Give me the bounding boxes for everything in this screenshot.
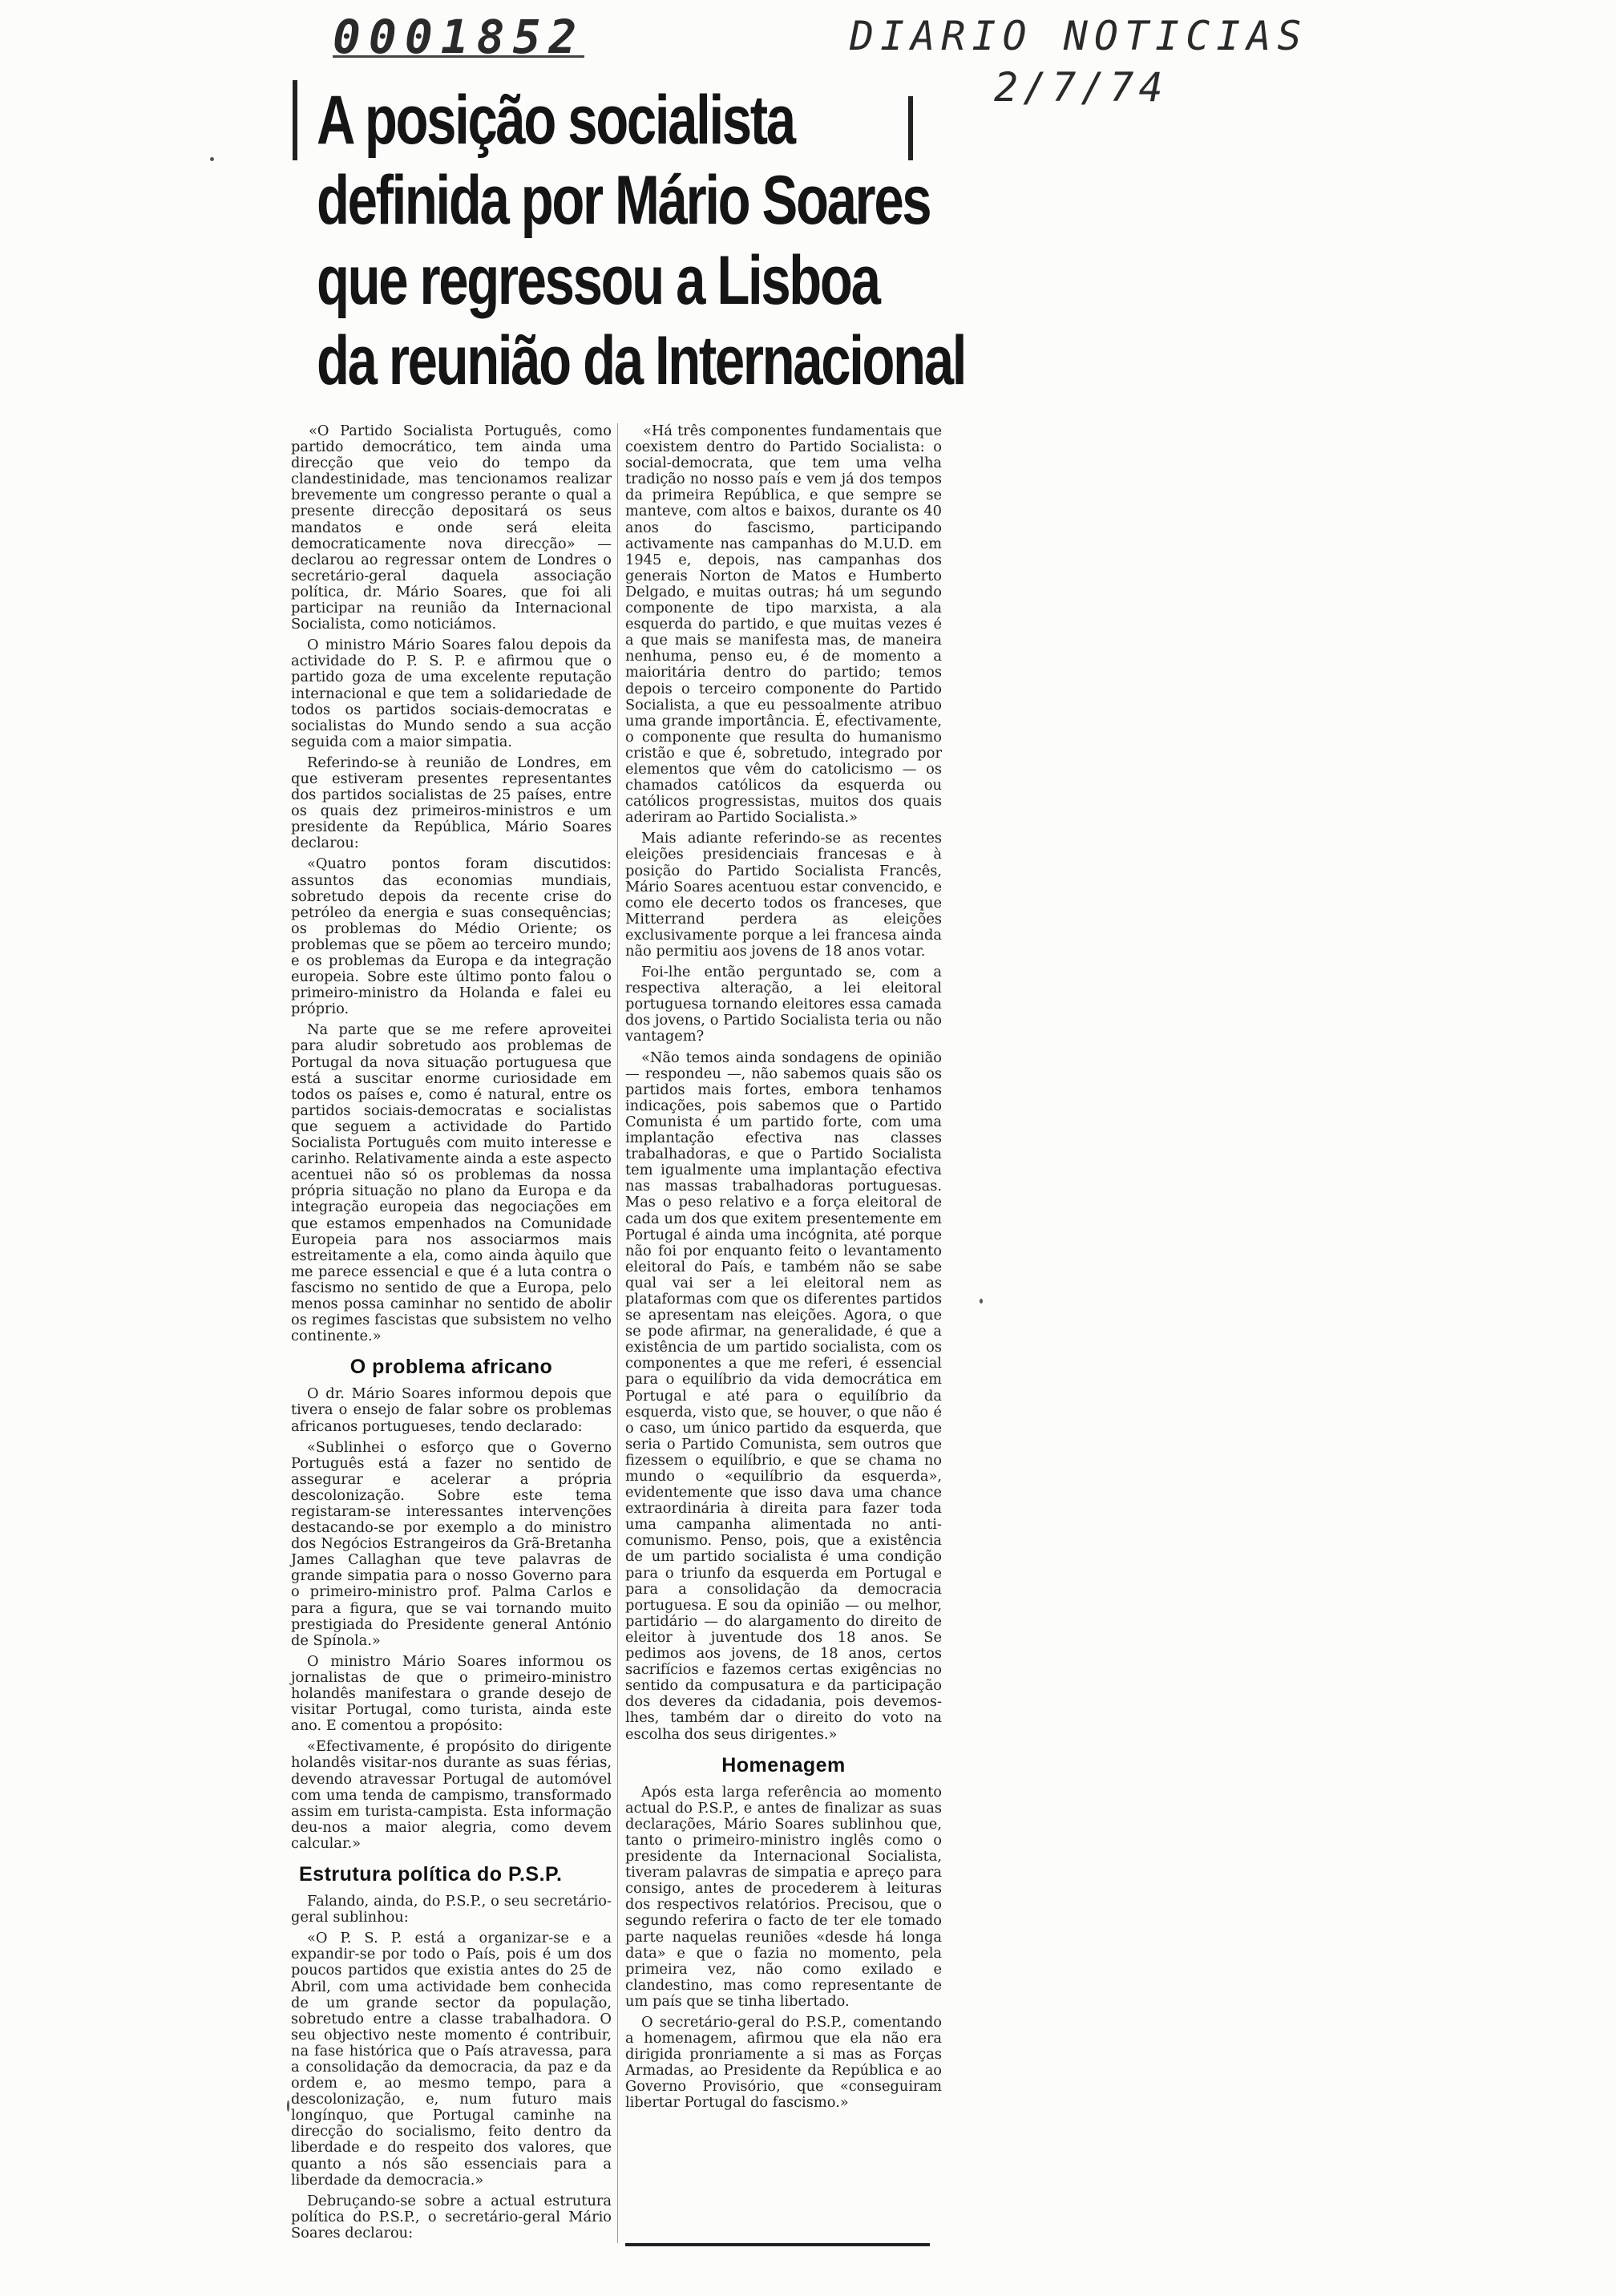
article-headline	[317, 80, 966, 401]
paragraph: Na parte que se me refere aproveitei para aludir sobretudo aos problemas de Portugal da nova situação portuguesa que está a suscitar enorme curiosidade em todos os países e, como é natural, entre os partidos sociais-democratas e socialistas que seguem a actividade do Partido Socialista Português com muito interesse e carinho. Relativamente ainda a este aspecto acentuei não só os problemas da nossa própria situação no plano da Europa e da integração europeia das negociações em que estamos empenhados na Comunidade Europeia para nos associarmos mais estreitamente a ela, como ainda àquilo que me parece essencial e que é a luta contra o fascismo no sentido de que a Europa, pelo menos possa caminhar no sentido de abolir os regimes fascistas que subsistem no velho continente.»	[291, 1021, 612, 1345]
column-divider	[617, 423, 618, 2243]
paragraph: O ministro Mário Soares falou depois da actividade do P. S. P. e afirmou que o partido goza de uma excelente reputação internacional e que tem a solidariedade de todos os partidos sociais-democratas e socialistas do Mundo sendo a sua acção seguida com a maior simpatia.	[291, 637, 612, 750]
paragraph: «Quatro pontos foram discutidos: assuntos das economias mundiais, sobretudo depois da recente crise do petróleo da energia e suas consequências; os problemas do Médio Oriente; os problemas que se põem ao terceiro mundo; e os problemas da Europa e da integração europeia. Sobre este último ponto falou o primeiro-ministro da Holanda e falei eu próprio.	[291, 855, 612, 1018]
paragraph: «O P. S. P. está a organizar-se e a expandir-se por todo o País, pois é um dos poucos partidos que existia antes do 25 de Abril, com uma actividade bem conhecida de um grande sector da população, sobretudo entre a classe trabalhadora. O seu objectivo neste momento é contribuir, na fase histórica que o País atravessa, para a consolidação da democracia, da paz e da ordem e, ao mesmo tempo, para a descolonização, e, num futuro mais longínquo, que Portugal caminhe na direcção do socialismo, feito dentro da liberdade e do respeito dos valores, que quanto a nós são essenciais para a liberdade da democracia.»	[291, 1930, 612, 2189]
archive-number-annotation: 0001852	[333, 10, 585, 64]
paragraph: «Sublinhei o esforço que o Governo Português está a fazer no sentido de assegurar e acelerar a própria descolonização. Sobre este tema registaram-se interessantes intervenções destacando-se por exemplo a do ministro dos Negócios Estrangeiros da Grã-Bretanha James Callaghan que teve palavras de grande simpatia para o nosso Governo para o primeiro-ministro prof. Palma Carlos e para a figura, que se vai tornando muito prestigiada do Presidente general António de Spínola.»	[291, 1438, 612, 1649]
paragraph: «Efectivamente, é propósito do dirigente holandês visitar-nos durante as suas férias, devendo atravessar Portugal de automóvel com uma tenda de campismo, transformado assim em turista-campista. Esta informação deu-nos a maior alegria, como devem calcular.»	[291, 1738, 612, 1852]
subhead-party-structure: Estrutura política do P.S.P.	[299, 1862, 563, 1886]
article-end-rule	[625, 2243, 930, 2246]
paragraph: Após esta larga referência ao momento actual do P.S.P., e antes de finalizar as suas declarações, Mário Soares sublinhou que, tanto o primeiro-ministro inglês como o presidente da Internacional Socialista, tiveram palavras de simpatia e apreço para consigo, antes de procederem à leituras dos respectivos relatórios. Precisou, que o segundo referira o facto de ter ele tomado parte naquelas reuniões «desde há longa data» e que o fazia no momento, pela primeira vez, não como exilado e clandestino, mas como representante de um país que se tinha libertado.	[625, 1783, 942, 2010]
paragraph: Debruçando-se sobre a actual estrutura política do P.S.P., o secretário-geral Mário Soares declarou:	[291, 2192, 612, 2241]
paragraph: O ministro Mário Soares informou os jornalistas de que o primeiro-ministro holandês manifestara o grande desejo de visitar Portugal, como turista, ainda este ano. E comentou a propósito:	[291, 1652, 612, 1735]
paragraph: Falando, ainda, do P.S.P., o seu secretário-geral sublinhou:	[291, 1893, 612, 1926]
paragraph: «O Partido Socialista Português, como partido democrático, tem ainda uma direcção que veio do tempo da clandestinidade, mas tencionamos realizar brevemente um congresso perante o qual a presente direcção depositará os seus mandatos e onde será eleita democraticamente nova direcção» — declarou ao regressar ontem de Londres o secretário-geral daquela associação política, dr. Mário Soares, que foi ali participar na reunião da Internacional Socialista, como noticiámos.	[291, 422, 612, 633]
left-column	[291, 423, 612, 2246]
paragraph: «Há três componentes fundamentais que coexistem dentro do Partido Socialista: o social-democrata, que tem uma velha tradição no nosso país e vem já dos tempos da primeira República, e que sempre se manteve, com altos e baixos, durante os 40 anos do fascismo, participando activamente nas campanhas do M.U.D. em 1945 e, depois, nas campanhas dos generais Norton de Matos e Humberto Delgado, e muitas outras; há um segundo componente de tipo marxista, a ala esquerda do partido, e que muitas vezes é a que mais se manifesta mas, de maneira nenhuma, penso eu, é de momento a maioritária dentro do partido; temos depois o terceiro componente do Partido Socialista, a que eu pessoalmente atribuo uma grande importância. É, efectivamente, o componente que resulta do humanismo cristão e que é, sobretudo, integrado por elementos que vêm do catolicismo — os chamados católicos da esquerda ou católicos progressistas, muitos dos quais aderiram ao Partido Socialista.»	[625, 422, 942, 827]
paragraph: O dr. Mário Soares informou depois que tivera o ensejo de falar sobre os problemas africanos portugueses, tendo declarado:	[291, 1385, 612, 1435]
paragraph: «Não temos ainda sondagens de opinião — respondeu —, não sabemos quais são os partidos mais fortes, embora tenhamos indicações, pois sabemos que o Partido Comunista é um partido forte, com uma implantação efectiva nas classes trabalhadoras, e que o Partido Socialista tem igualmente uma implantação efectiva nas massas trabalhadoras portuguesas. Mas o peso relativo e a força eleitoral de cada um dos que exitem presentemente em Portugal é ainda uma incógnita, até porque não foi por enquanto feito o levantamento eleitoral do País, e também não se sabe qual vai ser a lei eleitoral nem as plataformas com que os diferentes partidos se apresentam nas eleições. Agora, o que se pode afirmar, na generalidade, é que a existência de um partido socialista, com os componentes a que me referi, é essencial para o equilíbrio da vida democrática em Portugal e até para o equilíbrio da esquerda, visto que, se houver, o que não é o caso, um único partido da esquerda, que seria o Partido Comunista, sem outros que fizessem o equilíbrio, e que se chama no mundo o «equilíbrio da esquerda», evidentemente que isso dava uma chance extraordinária à direita para fazer toda uma campanha alimentada no anti-comunismo. Penso, pois, que a existência de um partido socialista é uma condição para o triunfo da esquerda em Portugal e para a consolidação da democracia portuguesa. E sou da opinião — ou melhor, partidário — do alargamento do direito de eleitor à juventude dos 18 anos. Se pedimos aos jovens, de 18 anos, certos sacrifícios e fazemos certas exigências no sentido da compusatura e da participação dos deveres da cidadania, pois devemos-lhes, também dar o direito do voto na escolha dos seus dirigentes.»	[625, 1049, 942, 1743]
subhead-african-problem: O problema africano	[349, 1356, 553, 1379]
right-column	[625, 423, 942, 2116]
scan-speck	[210, 157, 214, 161]
headline-line: da reunião da Internacional	[317, 322, 966, 399]
date-annotation: 2/7/74	[994, 64, 1168, 111]
scan-speck	[980, 1299, 983, 1304]
headline-line: A posição socialista	[317, 82, 794, 159]
headline-line: que regressou a Lisboa	[317, 242, 879, 319]
scan-speck	[287, 2100, 289, 2112]
newspaper-name-annotation: DIARIO NOTICIAS	[850, 13, 1308, 59]
paragraph: Referindo-se à reunião de Londres, em que estiveram presentes representantes dos partidos socialistas de 25 países, entre os quais dez primeiros-ministros e um presidente da República, Mário Soares declarou:	[291, 754, 612, 852]
paragraph: Mais adiante referindo-se as recentes eleições presidenciais francesas e à posição do Partido Socialista Francês, Mário Soares acentuou estar convencido, e como ele decerto todos os franceses, que Mitterrand perdera as eleições exclusivamente porque a lei francesa ainda não permitiu aos jovens de 18 anos votar.	[625, 830, 942, 960]
paragraph: O secretário-geral do P.S.P., comentando a homenagem, afirmou que ela não era dirigida pronriamente a si mas as Forças Armadas, ao Presidente da República e ao Governo Provisório, que «conseguiram libertar Portugal do fascismo.»	[625, 2014, 942, 2112]
headline-right-bar	[908, 96, 913, 160]
headline-left-bar	[293, 80, 297, 160]
subhead-homage: Homenagem	[721, 1753, 846, 1777]
paragraph: Foi-lhe então perguntado se, com a respectiva alteração, a lei eleitoral portuguesa tornando eleitores essa camada dos jovens, o Partido Socialista teria ou não vantagem?	[625, 964, 942, 1045]
headline-line: definida por Mário Soares	[317, 162, 931, 239]
